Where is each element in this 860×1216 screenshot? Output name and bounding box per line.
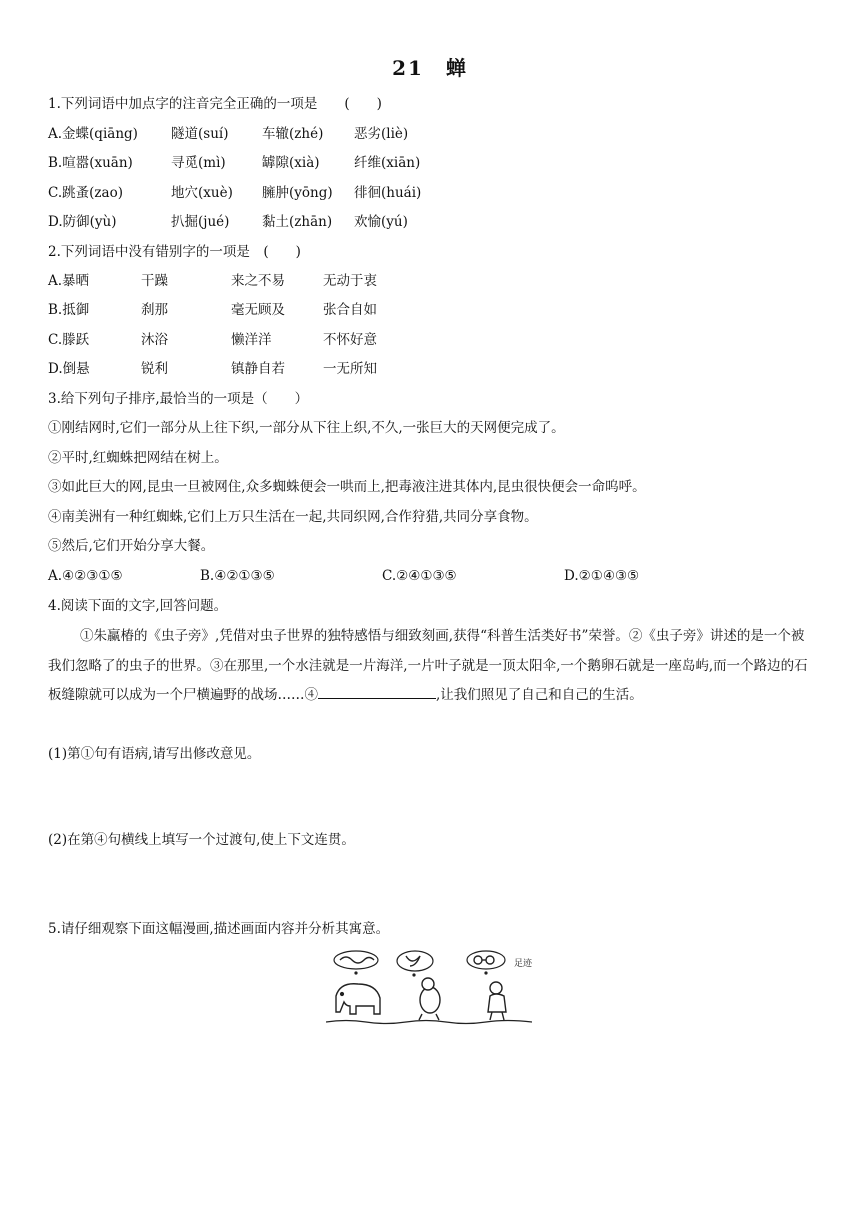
q3-sentence-5: ⑤然后,它们开始分享大餐。 <box>48 538 215 554</box>
page-title: 21 蝉 <box>392 56 468 80</box>
cartoon-image <box>326 948 532 1028</box>
q4-passage-end: ,让我们照见了自己和自己的生活。 <box>436 687 643 703</box>
q4-passage-text: ①朱赢椿的《虫子旁》,凭借对虫子世界的独特感悟与细致刻画,获得“科普生活类好书”荣誉。②《虫子旁》讲述的是一个被我们忽略了的虫子的世界。③在那里,一个水洼就是一片海洋,一片叶子就是一顶太阳伞,一个鹅卵石就是一座岛屿,而一个路边的石板缝隙就可以成为一个尸横遍野的战场……④ <box>48 628 808 703</box>
q3-sentence-1: ①刚结网时,它们一部分从上往下织,一部分从下往上织,不久,一张巨大的天网便完成了。 <box>48 420 565 436</box>
q4-sub1: (1)第①句有语病,请写出修改意见。 <box>48 746 261 762</box>
q4-blank-line[interactable] <box>318 683 436 699</box>
q3-sentence-2: ②平时,红蜘蛛把网结在树上。 <box>48 450 228 466</box>
q4-sub2: (2)在第④句横线上填写一个过渡句,使上下文连贯。 <box>48 832 355 848</box>
q4-stem: 4.阅读下面的文字,回答问题。 <box>48 598 228 614</box>
q3-stem: 3.给下列句子排序,最恰当的一项是（ ） <box>48 391 309 407</box>
q1-stem: 1.下列词语中加点字的注音完全正确的一项是 ( ) <box>48 96 382 112</box>
q2-stem: 2.下列词语中没有错别字的一项是 ( ) <box>48 244 301 260</box>
q3-sentence-3: ③如此巨大的网,昆虫一旦被网住,众多蜘蛛便会一哄而上,把毒液注进其体内,昆虫很快便会一命呜呼。 <box>48 479 646 495</box>
q5-stem: 5.请仔细观察下面这幅漫画,描述画面内容并分析其寓意。 <box>48 921 390 937</box>
cartoon-label: 足迹 <box>514 959 532 969</box>
q4-passage <box>48 622 813 711</box>
q3-sentence-4: ④南美洲有一种红蜘蛛,它们上万只生活在一起,共同织网,合作狩猎,共同分享食物。 <box>48 509 538 525</box>
